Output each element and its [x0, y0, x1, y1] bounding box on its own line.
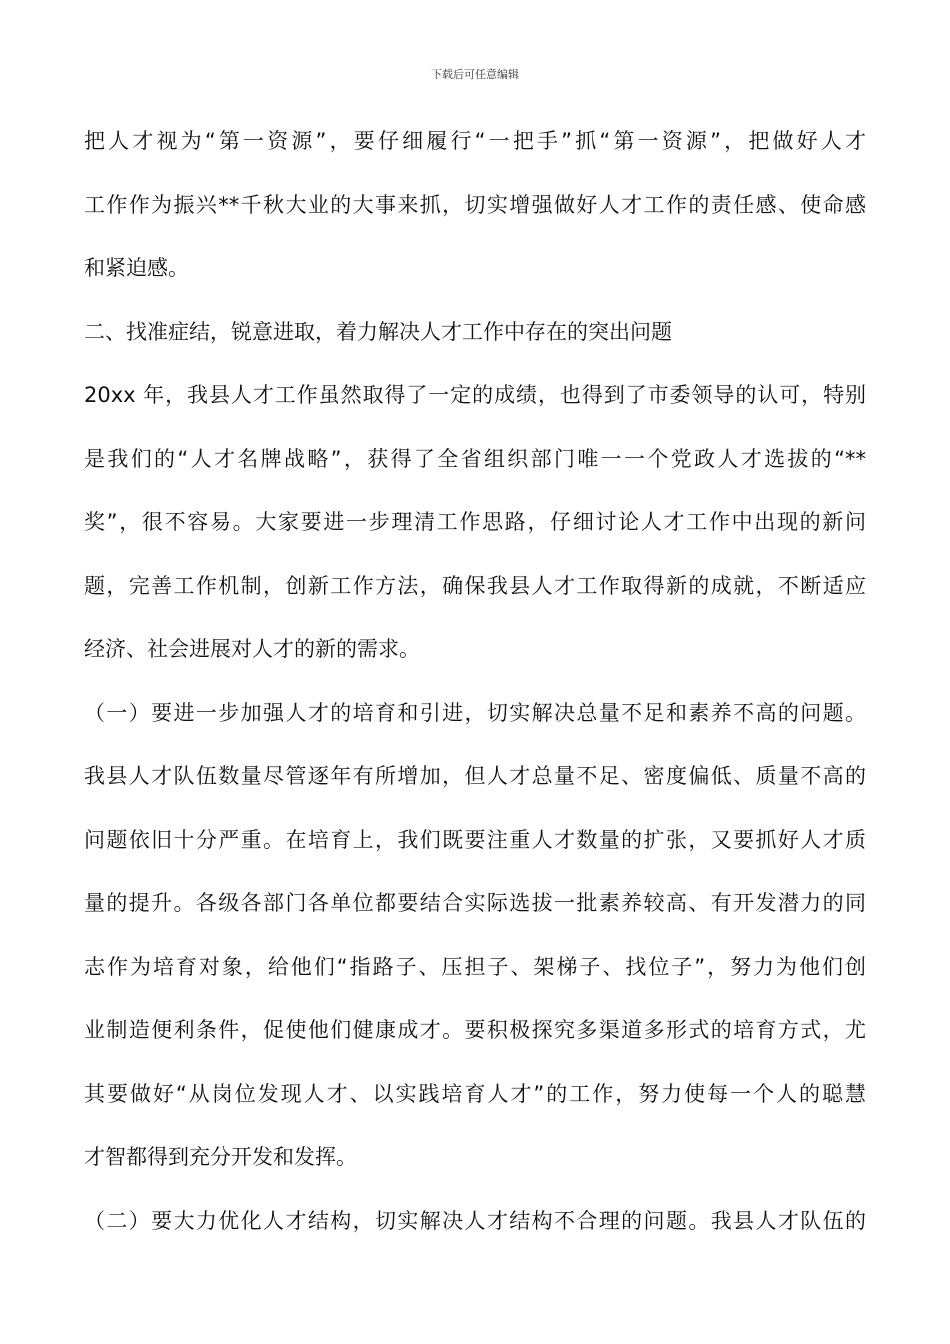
body-line: 工作作为振兴**千秋大业的大事来抓，切实增强做好人才工作的责任感、使命感 — [84, 192, 866, 217]
section-heading: 二、找准症结，锐意进取，着力解决人才工作中存在的突出问题 — [84, 319, 672, 344]
body-line: 志作为培育对象，给他们“指路子、压担子、架梯子、找位子”，努力为他们创 — [84, 954, 866, 979]
body-line: 才智都得到充分开发和发挥。 — [84, 1145, 357, 1169]
body-line: 我县人才队伍数量尽管逐年有所增加，但人才总量不足、密度偏低、质量不高的 — [84, 764, 866, 788]
body-line: 业制造便利条件，促使他们健康成才。要积极探究多渠道多形式的培育方式，尤 — [84, 1018, 866, 1042]
subsection-heading: （二）要大力优化人才结构，切实解决人才结构不合理的问题。我县人才队伍的 — [84, 1208, 866, 1233]
body-line: 问题依旧十分严重。在培育上，我们既要注重人才数量的扩张，又要抓好人才质 — [84, 827, 866, 852]
body-line: 题，完善工作机制，创新工作方法，确保我县人才工作取得新的成就，不断适应 — [84, 573, 866, 598]
body-line: 奖”，很不容易。大家要进一步理清工作思路，仔细讨论人才工作中出现的新问 — [84, 510, 866, 534]
body-line: 其要做好“从岗位发现人才、以实践培育人才”的工作，努力使每一个人的聪慧 — [84, 1081, 866, 1106]
body-line: 把人才视为“第一资源”，要仔细履行“一把手”抓“第一资源”，把做好人才 — [84, 129, 866, 153]
body-line: 20xx 年，我县人才工作虽然取得了一定的成绩，也得到了市委领导的认可，特别 — [84, 383, 866, 407]
subsection-heading: （一）要进一步加强人才的培育和引进，切实解决总量不足和素养不高的问题。 — [84, 700, 866, 725]
body-line: 经济、社会进展对人才的新的需求。 — [84, 637, 420, 661]
body-line: 和紧迫感。 — [84, 256, 189, 280]
body-line: 量的提升。各级各部门各单位都要结合实际选拔一批素养较高、有开发潜力的同 — [84, 891, 866, 915]
body-line: 是我们的“人才名牌战略”，获得了全省组织部门唯一一个党政人才选拔的“** — [84, 446, 866, 471]
page-header: 下载后可任意编辑 — [431, 68, 519, 81]
document-body — [84, 110, 866, 1253]
